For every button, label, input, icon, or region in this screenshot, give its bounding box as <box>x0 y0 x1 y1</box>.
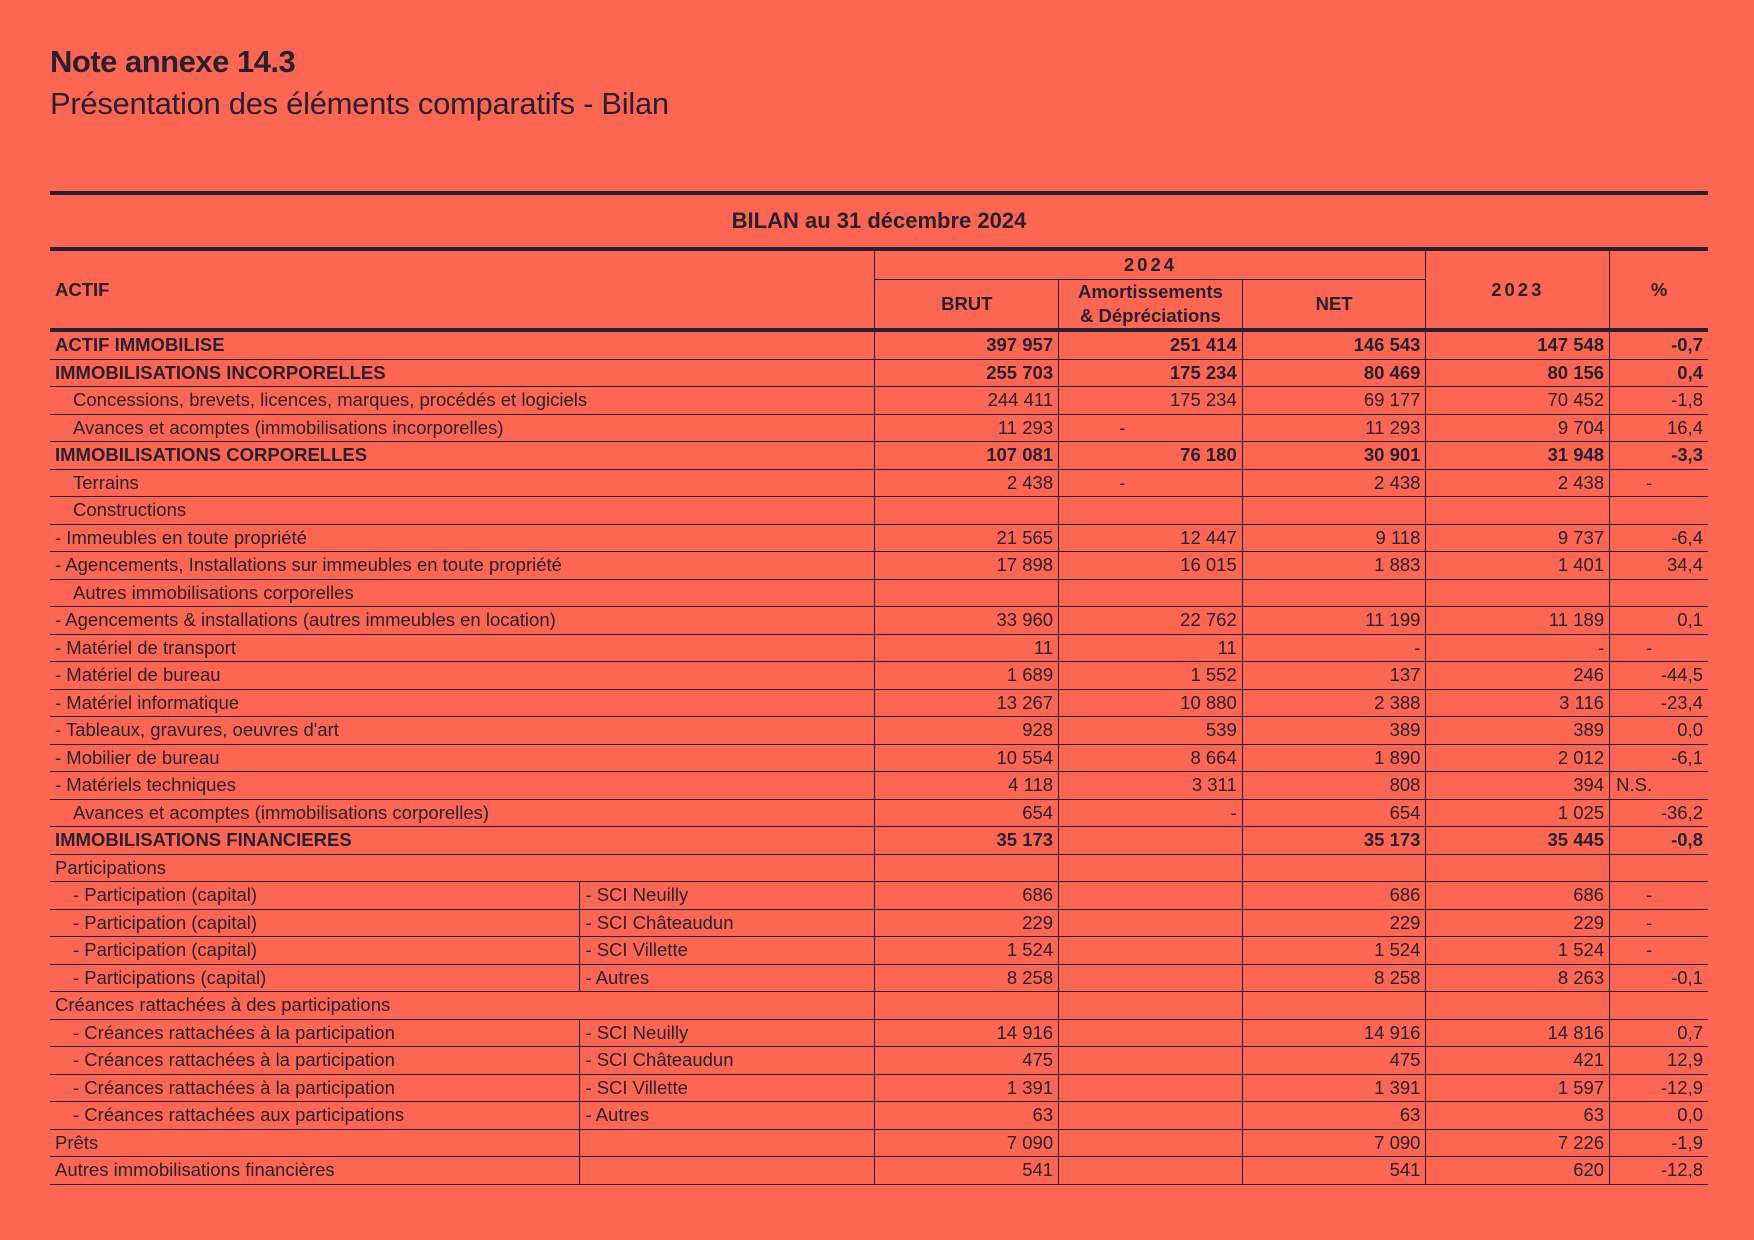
cell-net: 1 890 <box>1242 744 1426 772</box>
cell-brut: 654 <box>875 799 1059 827</box>
table-row <box>50 607 1708 635</box>
row-entity: - SCI Châteaudun <box>580 1047 875 1075</box>
cell-2023: 2 012 <box>1426 744 1610 772</box>
cell-amortissements <box>1059 1102 1243 1130</box>
cell-percent: 0,0 <box>1610 1102 1708 1130</box>
row-label: Constructions <box>50 497 875 525</box>
cell-amortissements: 10 880 <box>1059 689 1243 717</box>
cell-net <box>1242 497 1426 525</box>
table-row <box>50 1019 1708 1047</box>
cell-brut: 10 554 <box>875 744 1059 772</box>
cell-2023: 14 816 <box>1426 1019 1610 1047</box>
cell-amortissements: 8 664 <box>1059 744 1243 772</box>
cell-amortissements <box>1059 1074 1243 1102</box>
cell-percent <box>1610 992 1708 1020</box>
table-row <box>50 634 1708 662</box>
row-label: - Mobilier de bureau <box>50 744 875 772</box>
cell-percent <box>1610 854 1708 882</box>
table-row <box>50 772 1708 800</box>
cell-percent: -12,9 <box>1610 1074 1708 1102</box>
table-row <box>50 359 1708 387</box>
cell-brut: 475 <box>875 1047 1059 1075</box>
cell-net: 63 <box>1242 1102 1426 1130</box>
cell-brut: 21 565 <box>875 524 1059 552</box>
cell-brut: 35 173 <box>875 827 1059 855</box>
table-row <box>50 1102 1708 1130</box>
row-entity <box>580 1129 875 1157</box>
table-row <box>50 469 1708 497</box>
table-caption: BILAN au 31 décembre 2024 <box>50 195 1708 251</box>
cell-percent: -1,9 <box>1610 1129 1708 1157</box>
col-header-2023: 2023 <box>1426 251 1610 330</box>
table-row <box>50 744 1708 772</box>
cell-amortissements <box>1059 992 1243 1020</box>
row-label: Prêts <box>50 1129 580 1157</box>
col-header-amort-line1: Amortissements <box>1077 281 1223 302</box>
cell-2023: 1 524 <box>1426 937 1610 965</box>
cell-net: 80 469 <box>1242 359 1426 387</box>
row-label: - Créances rattachées à la participation <box>50 1019 580 1047</box>
row-label: - Créances rattachées aux participations <box>50 1102 580 1130</box>
cell-percent: -6,4 <box>1610 524 1708 552</box>
cell-net: 2 438 <box>1242 469 1426 497</box>
cell-2023 <box>1426 579 1610 607</box>
col-header-amortissements <box>1059 280 1243 331</box>
cell-brut: 229 <box>875 909 1059 937</box>
row-label: ACTIF IMMOBILISE <box>50 330 875 359</box>
row-label: - Agencements, Installations sur immeubles en toute propriété <box>50 552 875 580</box>
cell-2023: 394 <box>1426 772 1610 800</box>
cell-percent: -12,8 <box>1610 1157 1708 1185</box>
table-row <box>50 717 1708 745</box>
cell-brut: 11 <box>875 634 1059 662</box>
table-row <box>50 1129 1708 1157</box>
cell-net: 686 <box>1242 882 1426 910</box>
cell-percent: -23,4 <box>1610 689 1708 717</box>
cell-net: 30 901 <box>1242 442 1426 470</box>
col-header-actif: ACTIF <box>50 251 875 330</box>
cell-amortissements: 1 552 <box>1059 662 1243 690</box>
cell-2023 <box>1426 854 1610 882</box>
cell-amortissements: 539 <box>1059 717 1243 745</box>
cell-percent: -0,7 <box>1610 330 1708 359</box>
cell-amortissements <box>1059 1129 1243 1157</box>
cell-percent <box>1610 497 1708 525</box>
cell-amortissements: 16 015 <box>1059 552 1243 580</box>
cell-percent: - <box>1610 634 1708 662</box>
cell-brut: 63 <box>875 1102 1059 1130</box>
table-row <box>50 387 1708 415</box>
cell-amortissements <box>1059 1157 1243 1185</box>
cell-brut: 14 916 <box>875 1019 1059 1047</box>
row-label: - Participations (capital) <box>50 964 580 992</box>
cell-amortissements: 175 234 <box>1059 387 1243 415</box>
table-row <box>50 442 1708 470</box>
cell-brut: 255 703 <box>875 359 1059 387</box>
col-header-brut: BRUT <box>875 280 1059 331</box>
cell-amortissements: 12 447 <box>1059 524 1243 552</box>
cell-2023: 80 156 <box>1426 359 1610 387</box>
row-label: - Tableaux, gravures, oeuvres d'art <box>50 717 875 745</box>
row-entity: - SCI Neuilly <box>580 1019 875 1047</box>
row-label: - Créances rattachées à la participation <box>50 1047 580 1075</box>
cell-brut: 541 <box>875 1157 1059 1185</box>
row-entity: - SCI Châteaudun <box>580 909 875 937</box>
cell-percent: - <box>1610 937 1708 965</box>
cell-brut: 13 267 <box>875 689 1059 717</box>
cell-percent: 0,7 <box>1610 1019 1708 1047</box>
row-label: - Matériel informatique <box>50 689 875 717</box>
cell-net <box>1242 579 1426 607</box>
table-row <box>50 1157 1708 1185</box>
table-row <box>50 579 1708 607</box>
cell-2023 <box>1426 497 1610 525</box>
cell-percent: N.S. <box>1610 772 1708 800</box>
cell-net: 541 <box>1242 1157 1426 1185</box>
cell-brut: 1 524 <box>875 937 1059 965</box>
row-entity: - Autres <box>580 1102 875 1130</box>
cell-net: 137 <box>1242 662 1426 690</box>
cell-amortissements <box>1059 827 1243 855</box>
row-label: IMMOBILISATIONS FINANCIERES <box>50 827 875 855</box>
row-label: - Matériel de transport <box>50 634 875 662</box>
row-label: - Matériel de bureau <box>50 662 875 690</box>
cell-net: 654 <box>1242 799 1426 827</box>
cell-amortissements: 3 311 <box>1059 772 1243 800</box>
page-title: Note annexe 14.3 <box>50 44 296 79</box>
cell-2023: 686 <box>1426 882 1610 910</box>
row-label: - Participation (capital) <box>50 882 580 910</box>
cell-amortissements: 22 762 <box>1059 607 1243 635</box>
cell-amortissements <box>1059 909 1243 937</box>
cell-brut: 17 898 <box>875 552 1059 580</box>
cell-percent: - <box>1610 882 1708 910</box>
cell-net <box>1242 992 1426 1020</box>
row-label: IMMOBILISATIONS CORPORELLES <box>50 442 875 470</box>
table-row <box>50 854 1708 882</box>
table-row <box>50 964 1708 992</box>
cell-2023: 229 <box>1426 909 1610 937</box>
row-label: Terrains <box>50 469 875 497</box>
row-label: - Agencements & installations (autres immeubles en location) <box>50 607 875 635</box>
cell-amortissements: - <box>1059 799 1243 827</box>
cell-2023: 7 226 <box>1426 1129 1610 1157</box>
col-header-percent: % <box>1610 251 1708 330</box>
cell-brut: 686 <box>875 882 1059 910</box>
cell-percent: -36,2 <box>1610 799 1708 827</box>
row-entity: - SCI Neuilly <box>580 882 875 910</box>
row-label: IMMOBILISATIONS INCORPORELLES <box>50 359 875 387</box>
table-header <box>50 251 1708 330</box>
table-row <box>50 882 1708 910</box>
row-entity: - Autres <box>580 964 875 992</box>
row-label: Participations <box>50 854 875 882</box>
cell-brut: 1 689 <box>875 662 1059 690</box>
table-row <box>50 689 1708 717</box>
cell-percent: -0,8 <box>1610 827 1708 855</box>
cell-brut: 8 258 <box>875 964 1059 992</box>
cell-net: 9 118 <box>1242 524 1426 552</box>
table-row <box>50 662 1708 690</box>
table-row <box>50 1074 1708 1102</box>
cell-brut: 2 438 <box>875 469 1059 497</box>
cell-amortissements <box>1059 937 1243 965</box>
cell-2023: 620 <box>1426 1157 1610 1185</box>
cell-net: 475 <box>1242 1047 1426 1075</box>
row-label: - Créances rattachées à la participation <box>50 1074 580 1102</box>
cell-net <box>1242 854 1426 882</box>
col-header-amort-line2: & Dépréciations <box>1080 305 1221 326</box>
row-label: - Matériels techniques <box>50 772 875 800</box>
cell-amortissements <box>1059 854 1243 882</box>
cell-brut: 107 081 <box>875 442 1059 470</box>
col-header-2024: 2024 <box>875 251 1426 280</box>
cell-2023 <box>1426 992 1610 1020</box>
cell-brut <box>875 854 1059 882</box>
cell-2023: 246 <box>1426 662 1610 690</box>
cell-2023: 11 189 <box>1426 607 1610 635</box>
cell-percent: 0,4 <box>1610 359 1708 387</box>
table-body <box>50 330 1708 1184</box>
cell-brut: 397 957 <box>875 330 1059 359</box>
cell-amortissements: - <box>1059 469 1243 497</box>
cell-2023: 2 438 <box>1426 469 1610 497</box>
cell-percent: 12,9 <box>1610 1047 1708 1075</box>
cell-2023: - <box>1426 634 1610 662</box>
table-row <box>50 414 1708 442</box>
cell-percent: -6,1 <box>1610 744 1708 772</box>
cell-percent: -0,1 <box>1610 964 1708 992</box>
cell-2023: 9 737 <box>1426 524 1610 552</box>
col-header-net: NET <box>1242 280 1426 331</box>
cell-amortissements <box>1059 579 1243 607</box>
cell-net: 808 <box>1242 772 1426 800</box>
cell-amortissements <box>1059 882 1243 910</box>
cell-brut: 4 118 <box>875 772 1059 800</box>
cell-percent: 0,0 <box>1610 717 1708 745</box>
cell-net: 8 258 <box>1242 964 1426 992</box>
cell-percent <box>1610 579 1708 607</box>
cell-2023: 9 704 <box>1426 414 1610 442</box>
row-label: Autres immobilisations financières <box>50 1157 580 1185</box>
cell-percent: - <box>1610 909 1708 937</box>
cell-percent: -1,8 <box>1610 387 1708 415</box>
cell-percent: 16,4 <box>1610 414 1708 442</box>
cell-2023: 389 <box>1426 717 1610 745</box>
cell-net: 69 177 <box>1242 387 1426 415</box>
cell-brut: 928 <box>875 717 1059 745</box>
cell-brut: 33 960 <box>875 607 1059 635</box>
cell-brut: 1 391 <box>875 1074 1059 1102</box>
cell-amortissements <box>1059 497 1243 525</box>
cell-net: 389 <box>1242 717 1426 745</box>
cell-2023: 1 401 <box>1426 552 1610 580</box>
cell-brut: 11 293 <box>875 414 1059 442</box>
cell-net: 35 173 <box>1242 827 1426 855</box>
cell-percent: 34,4 <box>1610 552 1708 580</box>
cell-net: 1 524 <box>1242 937 1426 965</box>
cell-net: - <box>1242 634 1426 662</box>
balance-sheet-table <box>50 251 1708 1185</box>
cell-brut <box>875 992 1059 1020</box>
table-row <box>50 992 1708 1020</box>
table-row <box>50 799 1708 827</box>
cell-brut: 7 090 <box>875 1129 1059 1157</box>
cell-net: 2 388 <box>1242 689 1426 717</box>
table-row <box>50 1047 1708 1075</box>
cell-net: 7 090 <box>1242 1129 1426 1157</box>
cell-net: 1 883 <box>1242 552 1426 580</box>
table-row <box>50 827 1708 855</box>
cell-net: 11 293 <box>1242 414 1426 442</box>
cell-2023: 421 <box>1426 1047 1610 1075</box>
cell-2023: 3 116 <box>1426 689 1610 717</box>
cell-2023: 35 445 <box>1426 827 1610 855</box>
cell-amortissements: 76 180 <box>1059 442 1243 470</box>
row-entity <box>580 1157 875 1185</box>
cell-amortissements <box>1059 964 1243 992</box>
cell-amortissements <box>1059 1047 1243 1075</box>
row-label: Avances et acomptes (immobilisations incorporelles) <box>50 414 875 442</box>
cell-amortissements: 11 <box>1059 634 1243 662</box>
cell-2023: 147 548 <box>1426 330 1610 359</box>
cell-brut: 244 411 <box>875 387 1059 415</box>
table-row <box>50 497 1708 525</box>
row-label: Avances et acomptes (immobilisations corporelles) <box>50 799 875 827</box>
cell-2023: 63 <box>1426 1102 1610 1130</box>
cell-brut <box>875 497 1059 525</box>
row-label: Créances rattachées à des participations <box>50 992 875 1020</box>
table-row <box>50 937 1708 965</box>
cell-2023: 70 452 <box>1426 387 1610 415</box>
cell-percent: 0,1 <box>1610 607 1708 635</box>
cell-percent: - <box>1610 469 1708 497</box>
cell-amortissements <box>1059 1019 1243 1047</box>
cell-2023: 8 263 <box>1426 964 1610 992</box>
table-row <box>50 552 1708 580</box>
cell-2023: 1 025 <box>1426 799 1610 827</box>
row-label: - Participation (capital) <box>50 909 580 937</box>
balance-sheet-table-wrapper <box>50 191 1708 1185</box>
table-row <box>50 524 1708 552</box>
row-label: Autres immobilisations corporelles <box>50 579 875 607</box>
row-entity: - SCI Villette <box>580 937 875 965</box>
row-label: - Participation (capital) <box>50 937 580 965</box>
row-label: Concessions, brevets, licences, marques, procédés et logiciels <box>50 387 875 415</box>
row-entity: - SCI Villette <box>580 1074 875 1102</box>
page-subtitle: Présentation des éléments comparatifs - Bilan <box>50 86 669 121</box>
cell-2023: 1 597 <box>1426 1074 1610 1102</box>
cell-amortissements: 175 234 <box>1059 359 1243 387</box>
page-heading <box>50 42 669 124</box>
cell-net: 229 <box>1242 909 1426 937</box>
cell-percent: -3,3 <box>1610 442 1708 470</box>
cell-2023: 31 948 <box>1426 442 1610 470</box>
cell-amortissements: - <box>1059 414 1243 442</box>
cell-net: 1 391 <box>1242 1074 1426 1102</box>
cell-net: 14 916 <box>1242 1019 1426 1047</box>
cell-net: 146 543 <box>1242 330 1426 359</box>
cell-brut <box>875 579 1059 607</box>
table-row <box>50 909 1708 937</box>
cell-percent: -44,5 <box>1610 662 1708 690</box>
cell-amortissements: 251 414 <box>1059 330 1243 359</box>
cell-net: 11 199 <box>1242 607 1426 635</box>
table-row <box>50 330 1708 359</box>
row-label: - Immeubles en toute propriété <box>50 524 875 552</box>
